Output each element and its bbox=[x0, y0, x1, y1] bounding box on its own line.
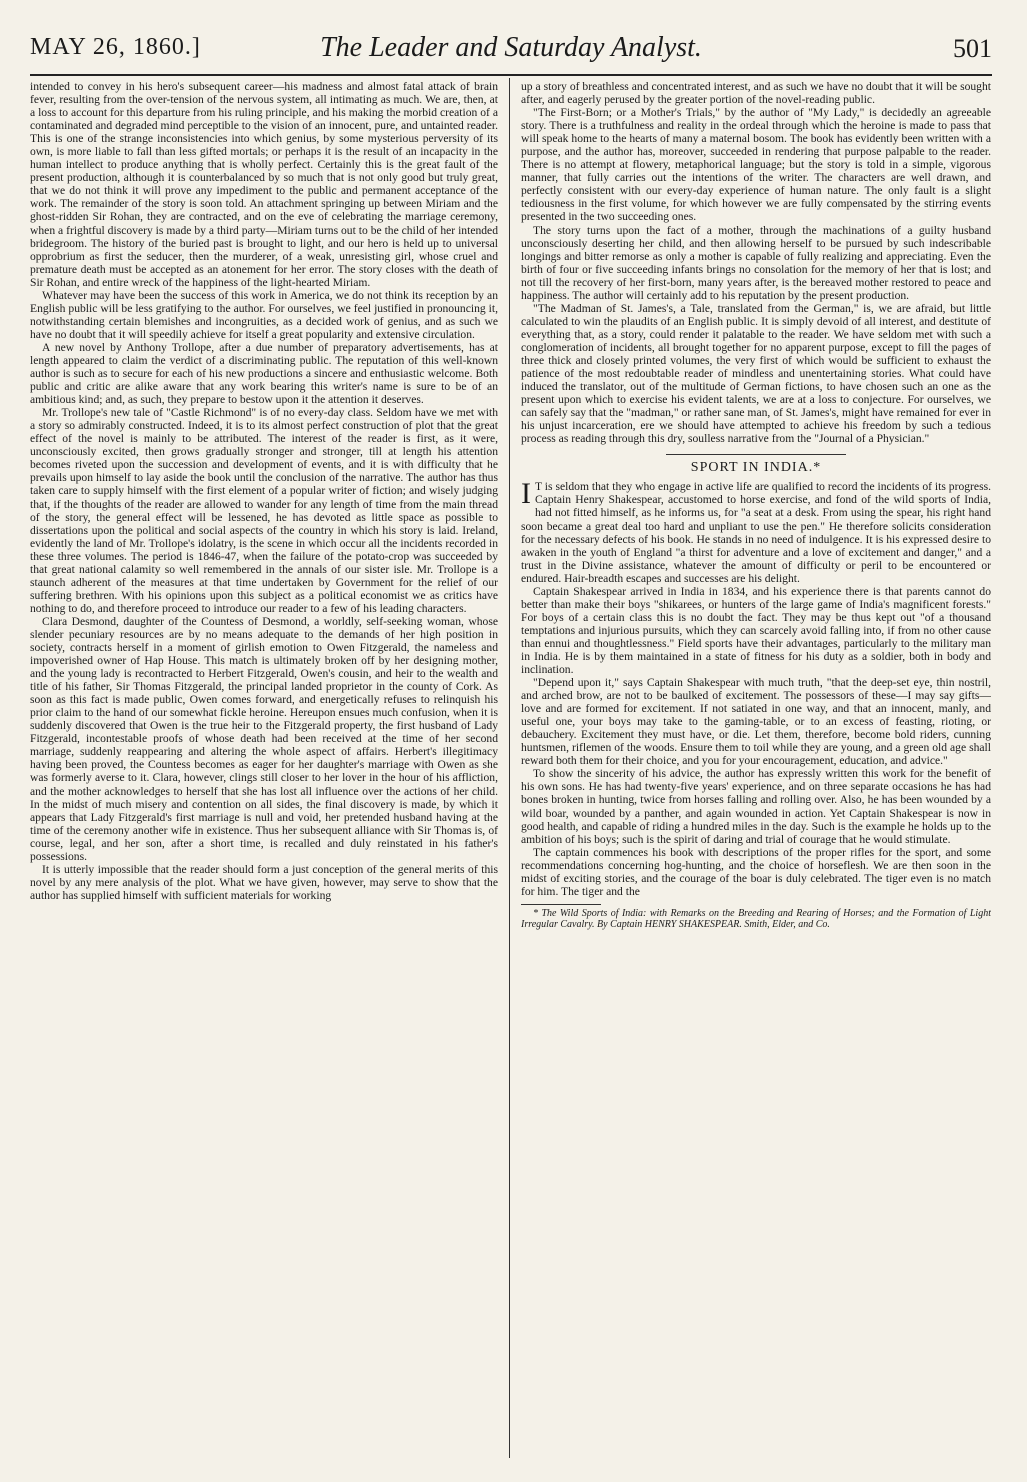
column-divider bbox=[509, 78, 510, 1458]
paragraph: Captain Shakespear arrived in India in 1834, and his experience there is that parents cannot do better than make their boys "shikarees, or hunters of the large game of India's magnificent forests." For boys of a certain class this is no doubt the fact. They may be thus kept out "of a thousand temptations and injurious pursuits, which they can scarcely avoid falling into, if from no other cause than ennui and thoughtlessness." Field sports have their advantages, particularly to the military man in India. He is by them maintained in a state of fitness for his duty as a soldier, both in body and inclination. bbox=[521, 584, 991, 677]
paragraph: To show the sincerity of his advice, the author has expressly written this work for the benefit of his own sons. He has had twenty-five years' experience, and on three separate occasions he has had bones broken in hunting, twice from horses falling and rolling over. Also, he has been wounded by a wild boar, wounded by a panther, and again wounded in action. Yet Captain Shakespear is now in good health, and capable of riding a hundred miles in the day. Such is the example he holds up to the ambition of his boys; such is the spirit of daring and trial of courage that he would stimulate. bbox=[521, 767, 991, 846]
paragraph: The captain commences his book with descriptions of the proper rifles for the sport, and some recommendations concerning hog-hunting, and the choice of horseflesh. We are then soon in the midst of exciting stories, and the courage of the boar is duly celebrated. The tiger even is no match for him. The tiger and the bbox=[521, 845, 991, 898]
page-number: 501 bbox=[953, 34, 992, 63]
paragraph: The story turns upon the fact of a mother, through the machinations of a guilty husband unconsciously deserting her child, and then allowing herself to be pursued by such indescribable longings and bitter remorse as only a mother is capable of fully realizing and appreciating. Even the birth of four or five succeeding infants brings no consolation for the memory of her that is lost; and not till the recovery of her first-born, many years after, is the bereaved mother restored to peace and happiness. The author will certainly add to his reputation by the present production. bbox=[521, 223, 991, 302]
paragraph: It is utterly impossible that the reader should form a just conception of the general merits of this novel by any mere analysis of the plot. What we have given, however, may serve to show that the author has supplied himself with sufficient materials for working bbox=[30, 862, 498, 902]
left-column bbox=[30, 80, 498, 1455]
paragraph: A new novel by Anthony Trollope, after a due number of preparatory advertisements, has at length appeared to claim the verdict of a discriminating public. The reputation of this well-known author is such as to secure for each of his new productions a sincere and enthusiastic welcome. Both public and critic are alike aware that any work bearing this writer's name is sure to be of an ambitious kind; and, as such, they prepare to bestow upon it the attention it deserves. bbox=[30, 340, 498, 407]
paragraph: intended to convey in his hero's subsequent career—his madness and almost fatal attack of brain fever, resulting from the over-tension of the nervous system, all intimating as much. We are, then, at a loss to account for this departure from his ruling principle, and his making the morbid creation of a contaminated and degraded mind perceptible to the vision of an innocent, pure, and untainted reader. This is one of the strange inconsistencies into which genius, by some mysterious perversity of its own, is more liable to fall than less gifted mortals; or perhaps it is the result of an incapacity in the human intellect to produce anything that is wholly perfect. Certainly this is the great fault of the present production, although it is counterbalanced by so much that is not only good but truly great, that we do not think it will prove any impediment to the public and permanent acceptance of the work. The remainder of the story is soon told. An attachment springing up between Miriam and the ghost-ridden Sir Rohan, they are contracted, and on the eve of celebrating the marriage ceremony, when a frightful discovery is made by a third party—Miriam turns out to be the child of her intended bridegroom. The history of the buried past is brought to light, and our hero is held up to universal opprobrium as first the seducer, then the murderer, of a weak, unresisting girl, whose cruel and premature death must be accepted as an atonement for her error. The story closes with the death of Sir Rohan, and entire wreck of the happiness of the light-hearted Miriam. bbox=[30, 80, 498, 289]
page-header bbox=[30, 28, 992, 68]
paragraph: "The First-Born; or a Mother's Trials," by the author of "My Lady," is decidedly an agreeable story. There is a truthfulness and reality in the ordeal through which the heroine is made to pass that will speak home to the hearts of many a maternal bosom. The book has evidently been written with a purpose, and the author has, moreover, succeeded in rendering that purpose palpable to the reader. There is no attempt at flowery, metaphorical language; but the story is told in a simple, vigorous manner, that fully carries out the intentions of the writer. The characters are well drawn, and perfectly consistent with our every-day experience of human nature. The only fault is a slight tediousness in the first volume, for which however we are fully compensated by the stirring events presented in the two succeeding ones. bbox=[521, 106, 991, 224]
paragraph: "Depend upon it," says Captain Shakespear with much truth, "that the deep-set eye, thin nostril, and arched brow, are not to be baulked of excitement. The possessors of these—I may say gifts—love and are formed for excitement. If not satiated in one way, and that an innocent, manly, and useful one, your boys may take to the gaming-table, or to an excess of feasting, rioting, or debauchery. Excitement they must have, or die. Let them, therefore, become bold riders, cunning huntsmen, riflemen of the woods. Ensure them to toil while they are young, and a green old age shall reward both them for their choice, and you for your encouragement, education, and advice." bbox=[521, 676, 991, 768]
section-title: SPORT IN INDIA.* bbox=[690, 460, 822, 476]
issue-date: MAY 26, 1860.] bbox=[30, 34, 201, 60]
footnote-divider bbox=[521, 904, 601, 905]
publication-title: The Leader and Saturday Analyst. bbox=[320, 32, 702, 63]
paragraph: "The Madman of St. James's, a Tale, translated from the German," is, we are afraid, but little calculated to win the plaudits of an English public. It is simply devoid of all interest, and destitute of everything that, as a story, could render it palatable to the reader. We have seldom met with such a conglomeration of incidents, all brought together for no apparent purpose, except to fill the pages of three thick and closely printed volumes, the very first of which would be sufficient to exhaust the patience of the most redoubtable reader of mindless and unentertaining stories. What could have induced the translator, out of the multitude of German fictions, to have chosen such an one as the present upon which to exercise his evident talents, we are at a loss to conjecture. For ourselves, we can safely say that the "madman," or rather sane man, of St. James's, might have remained for ever in his unjust incarceration, ere we should have attempted to achieve his freedom by such a tedious process as reading through this dry, soulless narrative from the "Journal of a Physician." bbox=[521, 301, 991, 446]
section-divider bbox=[666, 454, 846, 455]
paragraph: Mr. Trollope's new tale of "Castle Richmond" is of no every-day class. Seldom have we met with a story so admirably constructed. Indeed, it is to its almost perfect construction of plot that the great effect of the novel is mainly to be attributed. The interest of the reader is first, as it were, unconsciously excited, then grows gradually stronger and stronger, till at length his attention becomes riveted upon the succession and development of events, and it is with difficulty that he prevails upon himself to lay aside the book until the conclusion of the narrative. The author has thus taken care to supply himself with the first element of a popular writer of fiction; and wisely judging that, if the thoughts of the reader are allowed to wander for any length of time from the main thread of the story, the general effect will be lessened, he has devoted as little space as possible to dissertations upon the political and social aspects of the country in which his story is laid. Ireland, evidently the land of Mr. Trollope's idolatry, is the scene in which occur all the incidents recorded in these three volumes. The period is 1846-47, when the failure of the potato-crop was succeeded by that great national calamity so well remembered in the annals of our sister isle. Mr. Trollope is a staunch adherent of the measures at that time undertaken by Government for the relief of our suffering brethren. With his opinions upon this subject as a political economist we as critics have nothing to do, and therefore proceed to introduce our reader to a few of his leading characters. bbox=[30, 406, 498, 615]
paragraph: up a story of breathless and concentrated interest, and as such we have no doubt that it will be sought after, and eagerly perused by the greater portion of the novel-reading public. bbox=[521, 80, 991, 107]
first-paragraph-text: T is seldom that they who engage in active life are qualified to record the incidents of its progress. Captain Henry Shakespear, accustomed to horse exercise, and fond of the wild sports of India, had not fitted himself, as he informs us, for "a seat at a desk. From using the spear, his right hand soon became a great deal too hard and unpliant to use the pen." He therefore solicits consideration for the necessary defects of his book. He stands in no need of indulgence. It is his expressed desire to awaken in the youth of England "a thirst for adventure and a love of excitement and danger," and a trust in the Divine assistance, whatever the amount of difficulty or peril to be encountered or endured. Hair-breadth escapes and successes are his delight. bbox=[521, 480, 991, 585]
paragraph: Clara Desmond, daughter of the Countess of Desmond, a worldly, self-seeking woman, whose slender pecuniary resources are by no means adequate to the demands of her high position in society, contracts herself in a moment of girlish emotion to Owen Fitzgerald, the nameless and impoverished owner of Hap House. This match is ultimately broken off by her designing mother, and the young lady is recontracted to Herbert Fitzgerald, Owen's cousin, and heir to the wealth and title of his father, Sir Thomas Fitzgerald, the principal landed proprietor in the county of Cork. As soon as this fact is made public, Owen comes forward, and energetically refuses to relinquish his prior claim to the hand of our somewhat fickle heroine. Hereupon ensues much confusion, when it is suddenly discovered that Owen is the true heir to the Fitzgerald property, the first husband of Lady Fitzgerald, incontestable proofs of whose death had been received at the time of her second marriage, suddenly reappearing and altering the whole aspect of affairs. Herbert's illegitimacy having been proved, the Countess becomes as eager for her daughter's marriage with Owen as she was formerly averse to it. Clara, however, clings still closer to her lover in the hour of his affliction, and the mother acknowledges to herself that she has lost all influence over the actions of her child. In the midst of much misery and contention on all sides, the final discovery is made, by which it appears that Lady Fitzgerald's first marriage is null and void, her pretended husband having at the time of the ceremony another wife in existence. Thus her subsequent alliance with Sir Thomas is, of course, legal, and her son, after a short time, is recalled and duly reinstated in his father's possessions. bbox=[30, 614, 498, 863]
paragraph: Whatever may have been the success of this work in America, we do not think its reception by an English public will be less gratifying to the author. For ourselves, we feel justified in pronouncing it, notwithstanding certain blemishes and incongruities, as a decided work of genius, and as such we have no doubt that it will speedily achieve for itself a great popularity and extensive circulation. bbox=[30, 288, 498, 341]
footnote: * The Wild Sports of India: with Remarks on the Breeding and Rearing of Horses; and the Formation of Light Irregular Cavalry. By Captain HENRY SHAKESPEAR. Smith, Elder, and Co. bbox=[521, 907, 991, 931]
right-column bbox=[521, 80, 991, 1455]
header-rule bbox=[30, 74, 992, 76]
section-first-paragraph bbox=[521, 477, 991, 585]
drop-cap: I bbox=[521, 477, 531, 511]
